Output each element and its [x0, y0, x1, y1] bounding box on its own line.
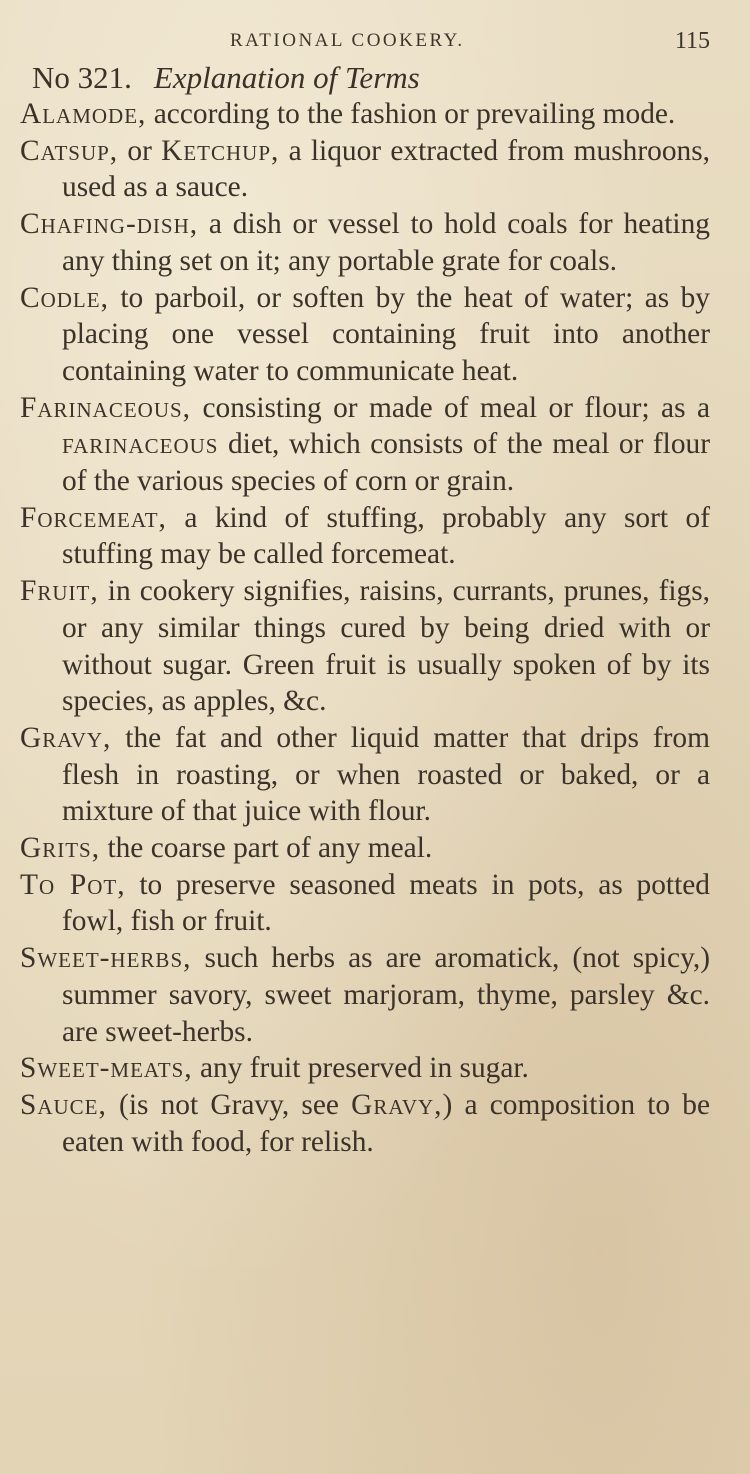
glossary-entry-codle — [20, 280, 710, 390]
glossary-entry-forcemeat — [20, 500, 710, 573]
glossary-entry-alamode — [20, 96, 710, 133]
entry-definition: any fruit preserved in sugar. — [192, 1052, 529, 1085]
glossary-entry-sweet-meats — [20, 1050, 710, 1087]
entry-definition: consisting or made of meal or flour; as a — [191, 391, 710, 424]
entry-term-alternate: Ketchup, — [161, 134, 280, 167]
glossary-entry-sweet-herbs — [20, 940, 710, 1050]
entry-definition: according to the fashion or prevailing mode. — [146, 98, 676, 130]
glossary-entry-gravy — [20, 720, 710, 830]
entry-term: Grits, — [20, 832, 101, 865]
glossary-entry-sauce — [20, 1087, 710, 1160]
entry-term: Sweet-herbs, — [20, 942, 192, 975]
entry-definition: to preserve seasoned meats in pots, as potted fowl, fish or fruit. — [62, 868, 711, 938]
page-number: 115 — [674, 28, 710, 54]
entry-term: Catsup, — [20, 134, 119, 167]
entry-definition: the coarse part of any meal. — [100, 832, 433, 865]
entry-definition-continued: ) a composition to be eaten with food, for relish. — [62, 1088, 710, 1158]
entry-definition: (is not Gravy, see — [106, 1088, 352, 1121]
entry-term: Chafing-dish, — [20, 208, 199, 241]
running-title: RATIONAL COOKERY. — [230, 30, 465, 51]
entry-inline-term: Gravy, — [351, 1088, 443, 1121]
glossary-entry-to-pot — [20, 867, 710, 940]
glossary-list — [20, 96, 710, 1160]
entry-definition: the fat and other liquid matter that drips from flesh in roasting, or when roasted or baked, or a mixture of that juice with flour. — [62, 721, 710, 828]
entry-term: Farinaceous, — [20, 391, 192, 424]
entry-connector: or — [118, 134, 162, 167]
entry-term: Gravy, — [20, 721, 112, 754]
entry-definition: to parboil, or soften by the heat of water; as by placing one vessel containing fruit into another containing water to communicate heat. — [62, 281, 710, 387]
entry-definition: in cookery signifies, raisins, currants, prunes, figs, or any similar things cured by being dried with or without sugar. Green fruit is usually spoken of by its species, as apples, &c. — [62, 575, 710, 718]
entry-term: Fruit, — [20, 575, 99, 608]
running-head — [20, 28, 710, 58]
section-heading — [32, 60, 710, 96]
section-title: Explanation of Terms — [153, 60, 420, 95]
entry-definition: such herbs as are aromatick, (not spicy,) summer savory, sweet marjoram, thyme, parsley &c. are sweet-herbs. — [62, 942, 710, 1048]
entry-inline-term: farinaceous — [62, 428, 219, 461]
entry-term: Codle, — [20, 281, 109, 314]
entry-term: Sweet-meats, — [20, 1052, 193, 1085]
glossary-entry-catsup — [20, 133, 710, 206]
glossary-entry-grits — [20, 830, 710, 867]
entry-term: Alamode, — [20, 98, 147, 130]
entry-term: Forcemeat, — [20, 501, 167, 534]
glossary-entry-farinaceous — [20, 390, 710, 500]
entry-definition: a dish or vessel to hold coals for heating any thing set on it; any portable grate for coals. — [62, 208, 710, 277]
entry-term: To Pot, — [20, 868, 126, 901]
entry-definition: a liquor extracted from mushroons, used as a sauce. — [62, 134, 710, 204]
glossary-entry-fruit — [20, 573, 710, 720]
entry-definition-continued: diet, which consists of the meal or flour of the various species of corn or grain. — [62, 428, 710, 498]
entry-term: Sauce, — [20, 1088, 107, 1121]
entry-definition: a kind of stuffing, probably any sort of stuffing may be called forcemeat. — [62, 501, 710, 571]
glossary-entry-chafing-dish — [20, 206, 710, 279]
section-number: No 321. — [32, 60, 132, 95]
